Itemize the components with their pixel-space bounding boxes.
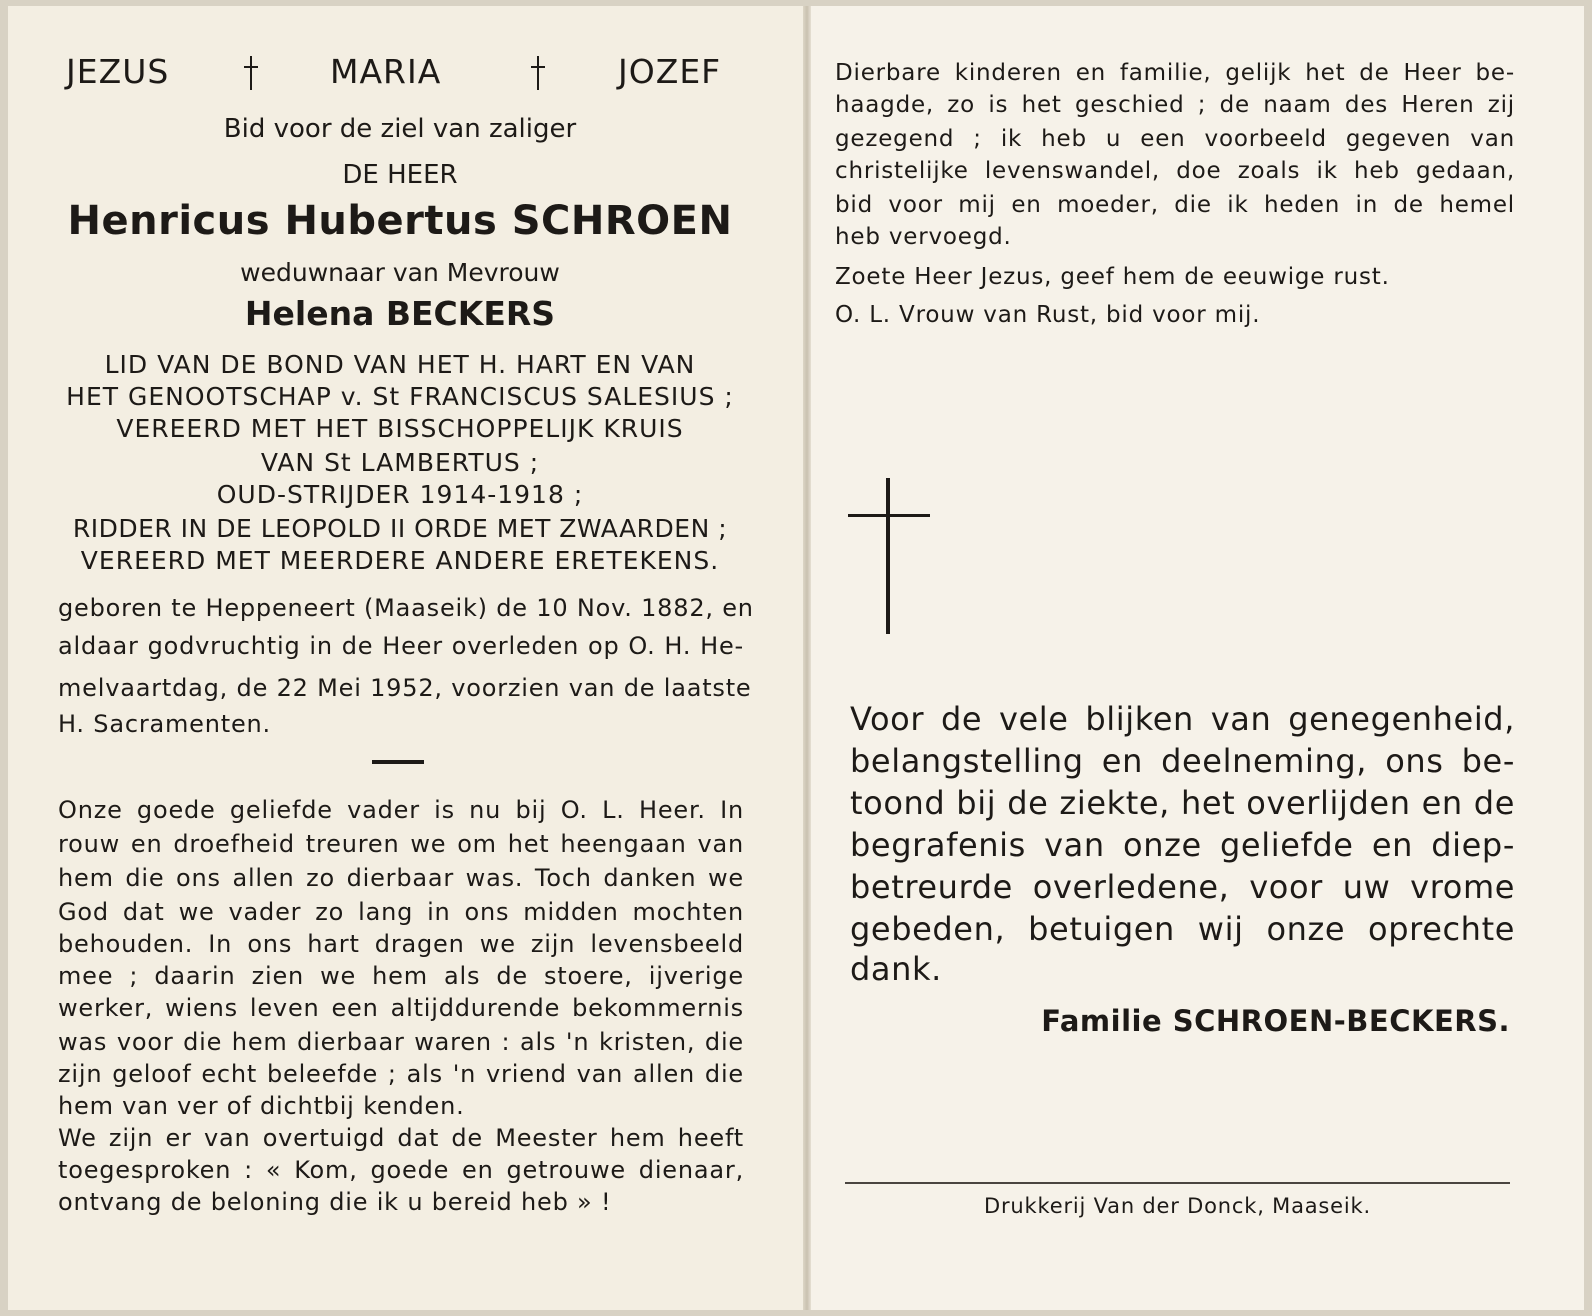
thanks-line: belangstelling en deelneming, ons be-: [850, 742, 1515, 780]
widower-line: weduwnaar van Mevrouw: [240, 258, 560, 287]
thanks-line: Voor de vele blijken van genegenheid,: [850, 700, 1515, 738]
tribute-line: We zijn er van overtuigd dat de Meester hem heeft: [58, 1124, 744, 1152]
footer-rule: [845, 1182, 1510, 1184]
tribute-line: was voor die hem dierbaar waren : als 'n kristen, die: [58, 1028, 744, 1056]
tribute-line: God dat we vader zo lang in ons midden mochten: [58, 898, 744, 926]
small-cross-icon: [244, 56, 258, 90]
tribute-line: mee ; daarin zien we hem als de stoere, ijverige: [58, 962, 744, 990]
biography-line: melvaartdag, de 22 Mei 1952, voorzien van de laatste: [58, 674, 752, 702]
tribute-line: rouw en droefheid treuren we om het heengaan van: [58, 830, 744, 858]
honor-line: HET GENOOTSCHAP v. St FRANCISCUS SALESIUS ;: [66, 382, 734, 411]
honor-line: LID VAN DE BOND VAN HET H. HART EN VAN: [104, 350, 696, 379]
printer-credit: Drukkerij Van der Donck, Maaseik.: [984, 1194, 1371, 1218]
tribute-line: hem van ver of dichtbij kenden.: [58, 1092, 465, 1120]
card-fold: [803, 6, 811, 1310]
thanks-line: gebeden, betuigen wij onze oprechte: [850, 910, 1515, 948]
header-word-jezus: JEZUS: [66, 52, 170, 91]
section-divider: [372, 760, 424, 764]
title-prefix: DE HEER: [342, 160, 458, 190]
honor-line: OUD-STRIJDER 1914-1918 ;: [216, 480, 584, 509]
tribute-line: toegesproken : « Kom, goede en getrouwe dienaar,: [58, 1156, 744, 1184]
honor-line: VEREERD MET MEERDERE ANDERE ERETEKENS.: [80, 546, 720, 575]
father-words-line: christelijke levenswandel, doe zoals ik heb gedaan,: [835, 158, 1515, 184]
small-cross-icon: [531, 56, 545, 90]
deceased-name: Henricus Hubertus SCHROEN: [67, 198, 733, 244]
honor-line: VEREERD MET HET BISSCHOPPELIJK KRUIS: [116, 414, 684, 443]
thanks-line: toond bij de ziekte, het overlijden en de: [850, 784, 1515, 822]
father-words-line: Dierbare kinderen en familie, gelijk het de Heer be-: [835, 60, 1515, 86]
tribute-line: Onze goede geliefde vader is nu bij O. L. Heer. In: [58, 796, 744, 824]
thanks-line: dank.: [850, 950, 942, 988]
cross-icon: [886, 478, 890, 634]
prayer-line: Zoete Heer Jezus, geef hem de eeuwige rust.: [835, 264, 1390, 290]
biography-line: H. Sacramenten.: [58, 710, 271, 738]
honor-line: RIDDER IN DE LEOPOLD II ORDE MET ZWAARDEN ;: [72, 514, 728, 543]
father-words-line: gezegend ; ik heb u een voorbeeld gegeven van: [835, 126, 1515, 152]
tribute-line: hem die ons allen zo dierbaar was. Toch danken we: [58, 864, 744, 892]
father-words-line: haagde, zo is het geschied ; de naam des Heren zij: [835, 92, 1515, 118]
header-word-jozef: JOZEF: [618, 52, 722, 91]
thanks-line: betreurde overledene, voor uw vrome: [850, 868, 1515, 906]
father-words-line: bid voor mij en moeder, die ik heden in de hemel: [835, 192, 1515, 218]
header-word-maria: MARIA: [330, 52, 442, 91]
spouse-name: Helena BECKERS: [244, 294, 556, 333]
biography-line: aldaar godvruchtig in de Heer overleden op O. H. He-: [58, 632, 744, 660]
honor-line: VAN St LAMBERTUS ;: [260, 448, 540, 477]
biography-line: geboren te Heppeneert (Maaseik) de 10 Nov. 1882, en: [58, 594, 754, 622]
prayer-line: O. L. Vrouw van Rust, bid voor mij.: [835, 302, 1261, 328]
father-words-line: heb vervoegd.: [835, 224, 1012, 250]
family-signature: Familie SCHROEN-BECKERS.: [1041, 1004, 1510, 1038]
tribute-line: werker, wiens leven een altijddurende bekommernis: [58, 994, 744, 1022]
thanks-line: begrafenis van onze geliefde en diep-: [850, 826, 1515, 864]
tribute-line: ontvang de beloning die ik u bereid heb » !: [58, 1188, 612, 1216]
cross-icon-bar: [848, 514, 930, 517]
tribute-line: behouden. In ons hart dragen we zijn levensbeeld: [58, 930, 744, 958]
tribute-line: zijn geloof echt beleefde ; als 'n vriend van allen die: [58, 1060, 744, 1088]
intro-line: Bid voor de ziel van zaliger: [223, 114, 577, 144]
